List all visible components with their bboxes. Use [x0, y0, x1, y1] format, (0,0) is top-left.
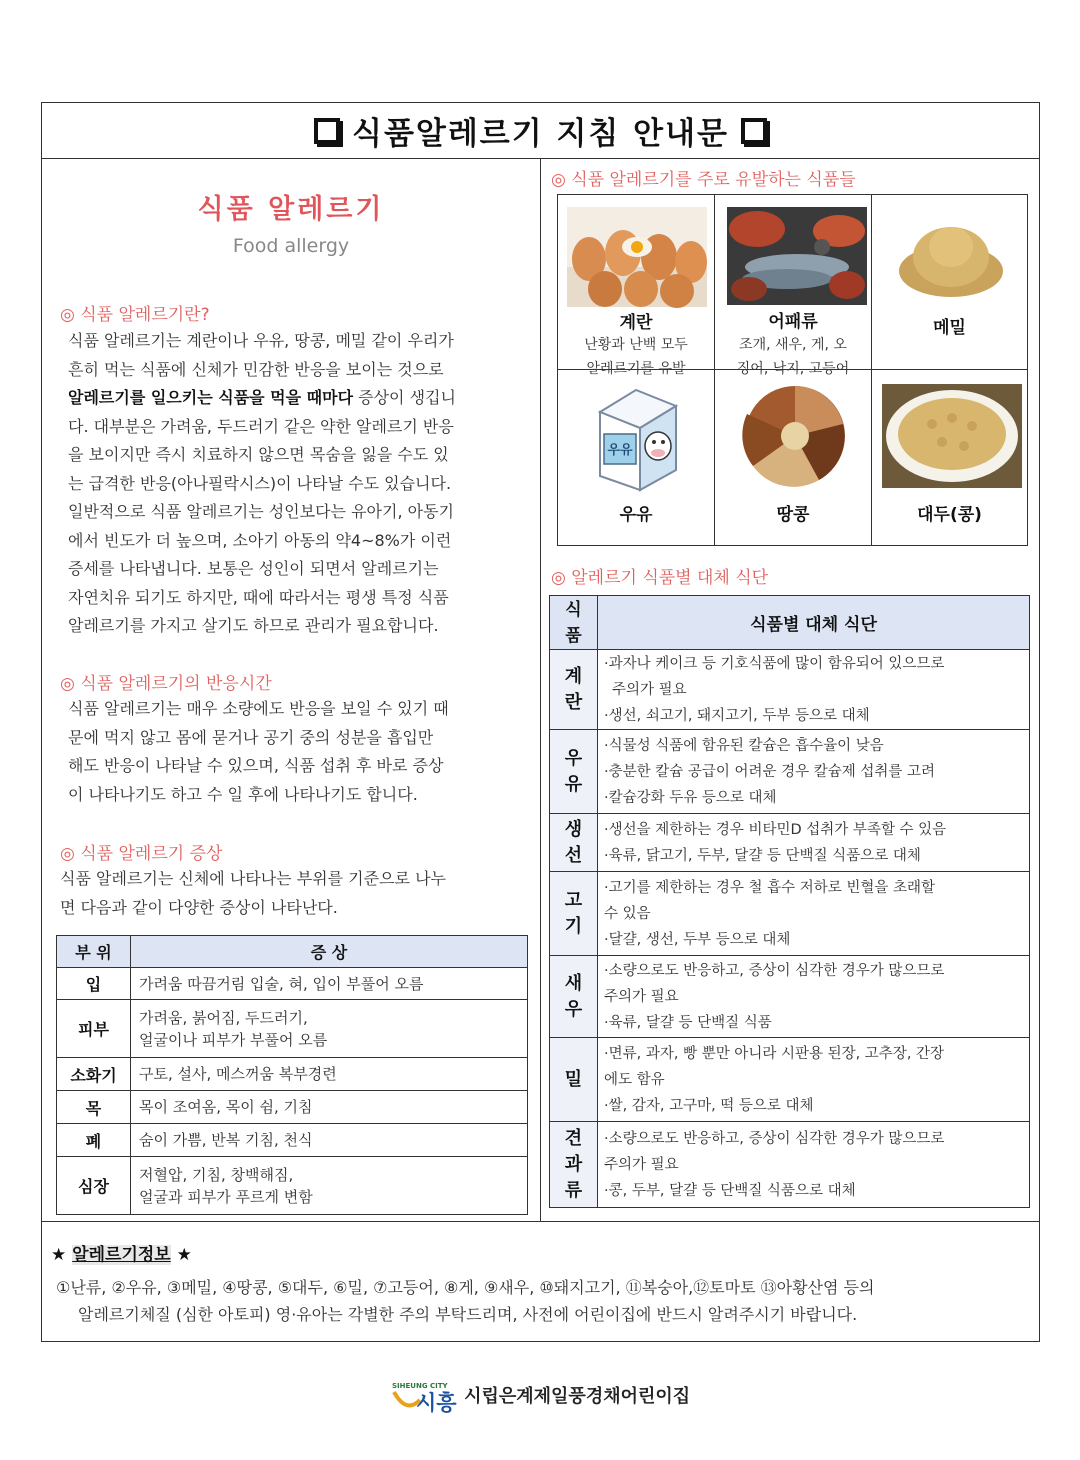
notice-document	[41, 102, 1040, 1342]
checkbox-square-icon	[314, 118, 340, 144]
what-is-title: ◎ 식품 알레르기란?	[60, 305, 210, 325]
svg-text:SIHEUNG CITY: SIHEUNG CITY	[391, 1382, 448, 1390]
star-icon: ★	[51, 1245, 67, 1265]
table-row: 피부 가려움, 붉어짐, 두드러기, 얼굴이나 피부가 부풀어 오름	[57, 1000, 528, 1058]
allergy-info-text: ①난류, ②우유, ③메밀, ④땅콩, ⑤대두, ⑥밀, ⑦고등어, ⑧게, ⑨새우, ⑩돼지고기, ⑪복숭아,⑫토마토 ⑬아황산염 등의 알레르기체질 (심한 아토피) 영·유아는 각별한 주의 부탁드리며, 사전에 어린이집에 반드시 알려주시기 바랍니다.	[56, 1278, 875, 1324]
table-row: 생선 ·생선을 제한하는 경우 비타민D 섭취가 부족할 수 있음 ·육류, 닭고기, 두부, 달걀 등 단백질 식품으로 대체	[550, 814, 1030, 872]
table-row: 목 목이 조여옴, 목이 쉼, 기침	[57, 1091, 528, 1124]
food-cell-soybean	[872, 370, 1027, 545]
table-header-food: 식품	[550, 596, 598, 650]
table-row: 우유 ·식물성 식품에 함유된 칼슘은 흡수율이 낮음 ·충분한 칼슘 공급이 어려운 경우 칼슘제 섭취를 고려 ·칼슘강화 두유 등으로 대체	[550, 730, 1030, 814]
svg-text:시흥: 시흥	[415, 1391, 457, 1415]
seafood-image	[727, 207, 867, 305]
food-cell-buckwheat	[872, 195, 1027, 370]
organization-name: 시립은계제일풍경채어린이집	[464, 1386, 691, 1407]
table-row: 견과류 ·소량으로도 반응하고, 증상이 심각한 경우가 많으므로 주의가 필요 ·콩, 두부, 달걀 등 단백질 식품으로 대체	[550, 1122, 1030, 1208]
table-row: 심장 저혈압, 기침, 창백해짐, 얼굴과 피부가 푸르게 변함	[57, 1157, 528, 1215]
table-row: 새우 ·소량으로도 반응하고, 증상이 심각한 경우가 많으므로 주의가 필요 ·육류, 달걀 등 단백질 식품	[550, 956, 1030, 1038]
table-row: 폐 숨이 가쁨, 반복 기침, 천식	[57, 1124, 528, 1157]
food-label: 계란	[619, 313, 653, 333]
symptoms-paragraph: 식품 알레르기는 신체에 나타나는 부위를 기준으로 나누 면 다음과 같이 다양한 증상이 나타난다.	[60, 869, 447, 917]
what-is-paragraph: 식품 알레르기는 계란이나 우유, 땅콩, 메밀 같이 우리가 흔히 먹는 식품에 신체가 민감한 반응을 보이는 것으로 알레르기를 일으키는 식품을 먹을 때마다 증상이 생깁니 다. 대부분은 가려움, 두드러기 같은 약한 알레르기 반응 을 보이지만 즉시 치료하지 않으면 목숨을 잃을 수도 있 는 급격한 반응(아나필락시스)이 나타날 수도 있습니다. 일반적으로 식품 알레르기는 성인보다는 유아기, 아동기 에서 빈도가 더 높으며, 소아기 아동의 약4~8%가 이런 증세를 나타냅니다. 보통은 성인이 되면서 알레르기는 자연치유 되기도 하지만, 때에 따라서는 평생 특정 식품 알레르기를 가지고 살기도 하므로 관리가 필요합니다.	[68, 331, 456, 635]
left-column	[42, 159, 540, 1221]
allergy-info-title: ★ 알레르기정보 ★	[51, 1245, 192, 1265]
section-heading: 식품 알레르기	[197, 194, 385, 225]
siheung-city-logo	[390, 1380, 457, 1415]
milk-carton-image	[584, 386, 688, 492]
nuts-image	[733, 384, 857, 488]
alternative-menu-title: ◎ 알레르기 식품별 대체 식단	[551, 568, 769, 588]
food-cell-egg	[558, 195, 715, 377]
food-cell-peanut	[715, 370, 872, 545]
soybeans-image	[882, 384, 1022, 488]
document-title: 식품알레르기 지침 안내문	[42, 103, 1039, 159]
table-header-part: 부 위	[57, 936, 131, 968]
food-label: 우유	[619, 505, 653, 525]
section-subheading: Food allergy	[232, 235, 350, 257]
reaction-time-paragraph: 식품 알레르기는 매우 소량에도 반응을 보일 수 있기 때 문에 먹지 않고 몸에 묻거나 공기 중의 성분을 흡입만 해도 반응이 나타날 수 있으며, 식품 섭취 후 바로 증상 이 나타나기도 하고 수 일 후에 나타나기도 합니다.	[68, 699, 449, 804]
food-label: 어패류	[768, 312, 818, 332]
star-icon: ★	[176, 1245, 192, 1265]
eggs-image	[567, 207, 707, 307]
table-header-symptom: 증 상	[131, 936, 528, 968]
symptoms-table	[56, 935, 528, 1215]
allergen-foods-grid	[557, 194, 1028, 546]
right-column	[542, 159, 1039, 1221]
food-label: 대두(콩)	[917, 505, 982, 525]
table-row: 소화기 구토, 설사, 메스꺼움 복부경련	[57, 1058, 528, 1091]
checkbox-square-icon	[741, 118, 767, 144]
food-caption: 조개, 새우, 게, 오 징어, 낙지, 고등어	[736, 337, 850, 377]
table-header-menu: 식품별 대체 식단	[598, 596, 1030, 650]
food-label: 땅콩	[776, 505, 810, 525]
food-label: 메밀	[933, 318, 966, 338]
symptoms-title: ◎ 식품 알레르기 증상	[60, 844, 223, 864]
table-row: 계란 ·과자나 케이크 등 기호식품에 많이 함유되어 있으므로 주의가 필요 ·생선, 쇠고기, 돼지고기, 두부 등으로 대체	[550, 650, 1030, 730]
food-cell-milk	[558, 370, 715, 545]
table-row: 입 가려움 따끔거림 입술, 혀, 입이 부풀어 오름	[57, 968, 528, 1000]
table-row: 고기 ·고기를 제한하는 경우 철 흡수 저하로 빈혈을 초래할 수 있음 ·달걀, 생선, 두부 등으로 대체	[550, 872, 1030, 956]
food-caption: 난황과 난백 모두 알레르기를 유발	[584, 337, 688, 377]
column-divider	[540, 159, 541, 1221]
table-row: 밀 ·면류, 과자, 빵 뿐만 아니라 시판용 된장, 고추장, 간장 에도 함유 ·쌀, 감자, 고구마, 떡 등으로 대체	[550, 1038, 1030, 1122]
alternative-menu-table	[549, 595, 1030, 1208]
allergy-info-box	[42, 1221, 1039, 1341]
allergen-foods-title: ◎ 식품 알레르기를 주로 유발하는 식품들	[551, 170, 856, 190]
food-cell-seafood	[715, 195, 872, 377]
reaction-time-title: ◎ 식품 알레르기의 반응시간	[60, 674, 272, 694]
milk-carton-label: 우유	[607, 443, 633, 458]
organization-footer	[0, 1380, 1080, 1414]
buckwheat-image	[897, 219, 1005, 299]
